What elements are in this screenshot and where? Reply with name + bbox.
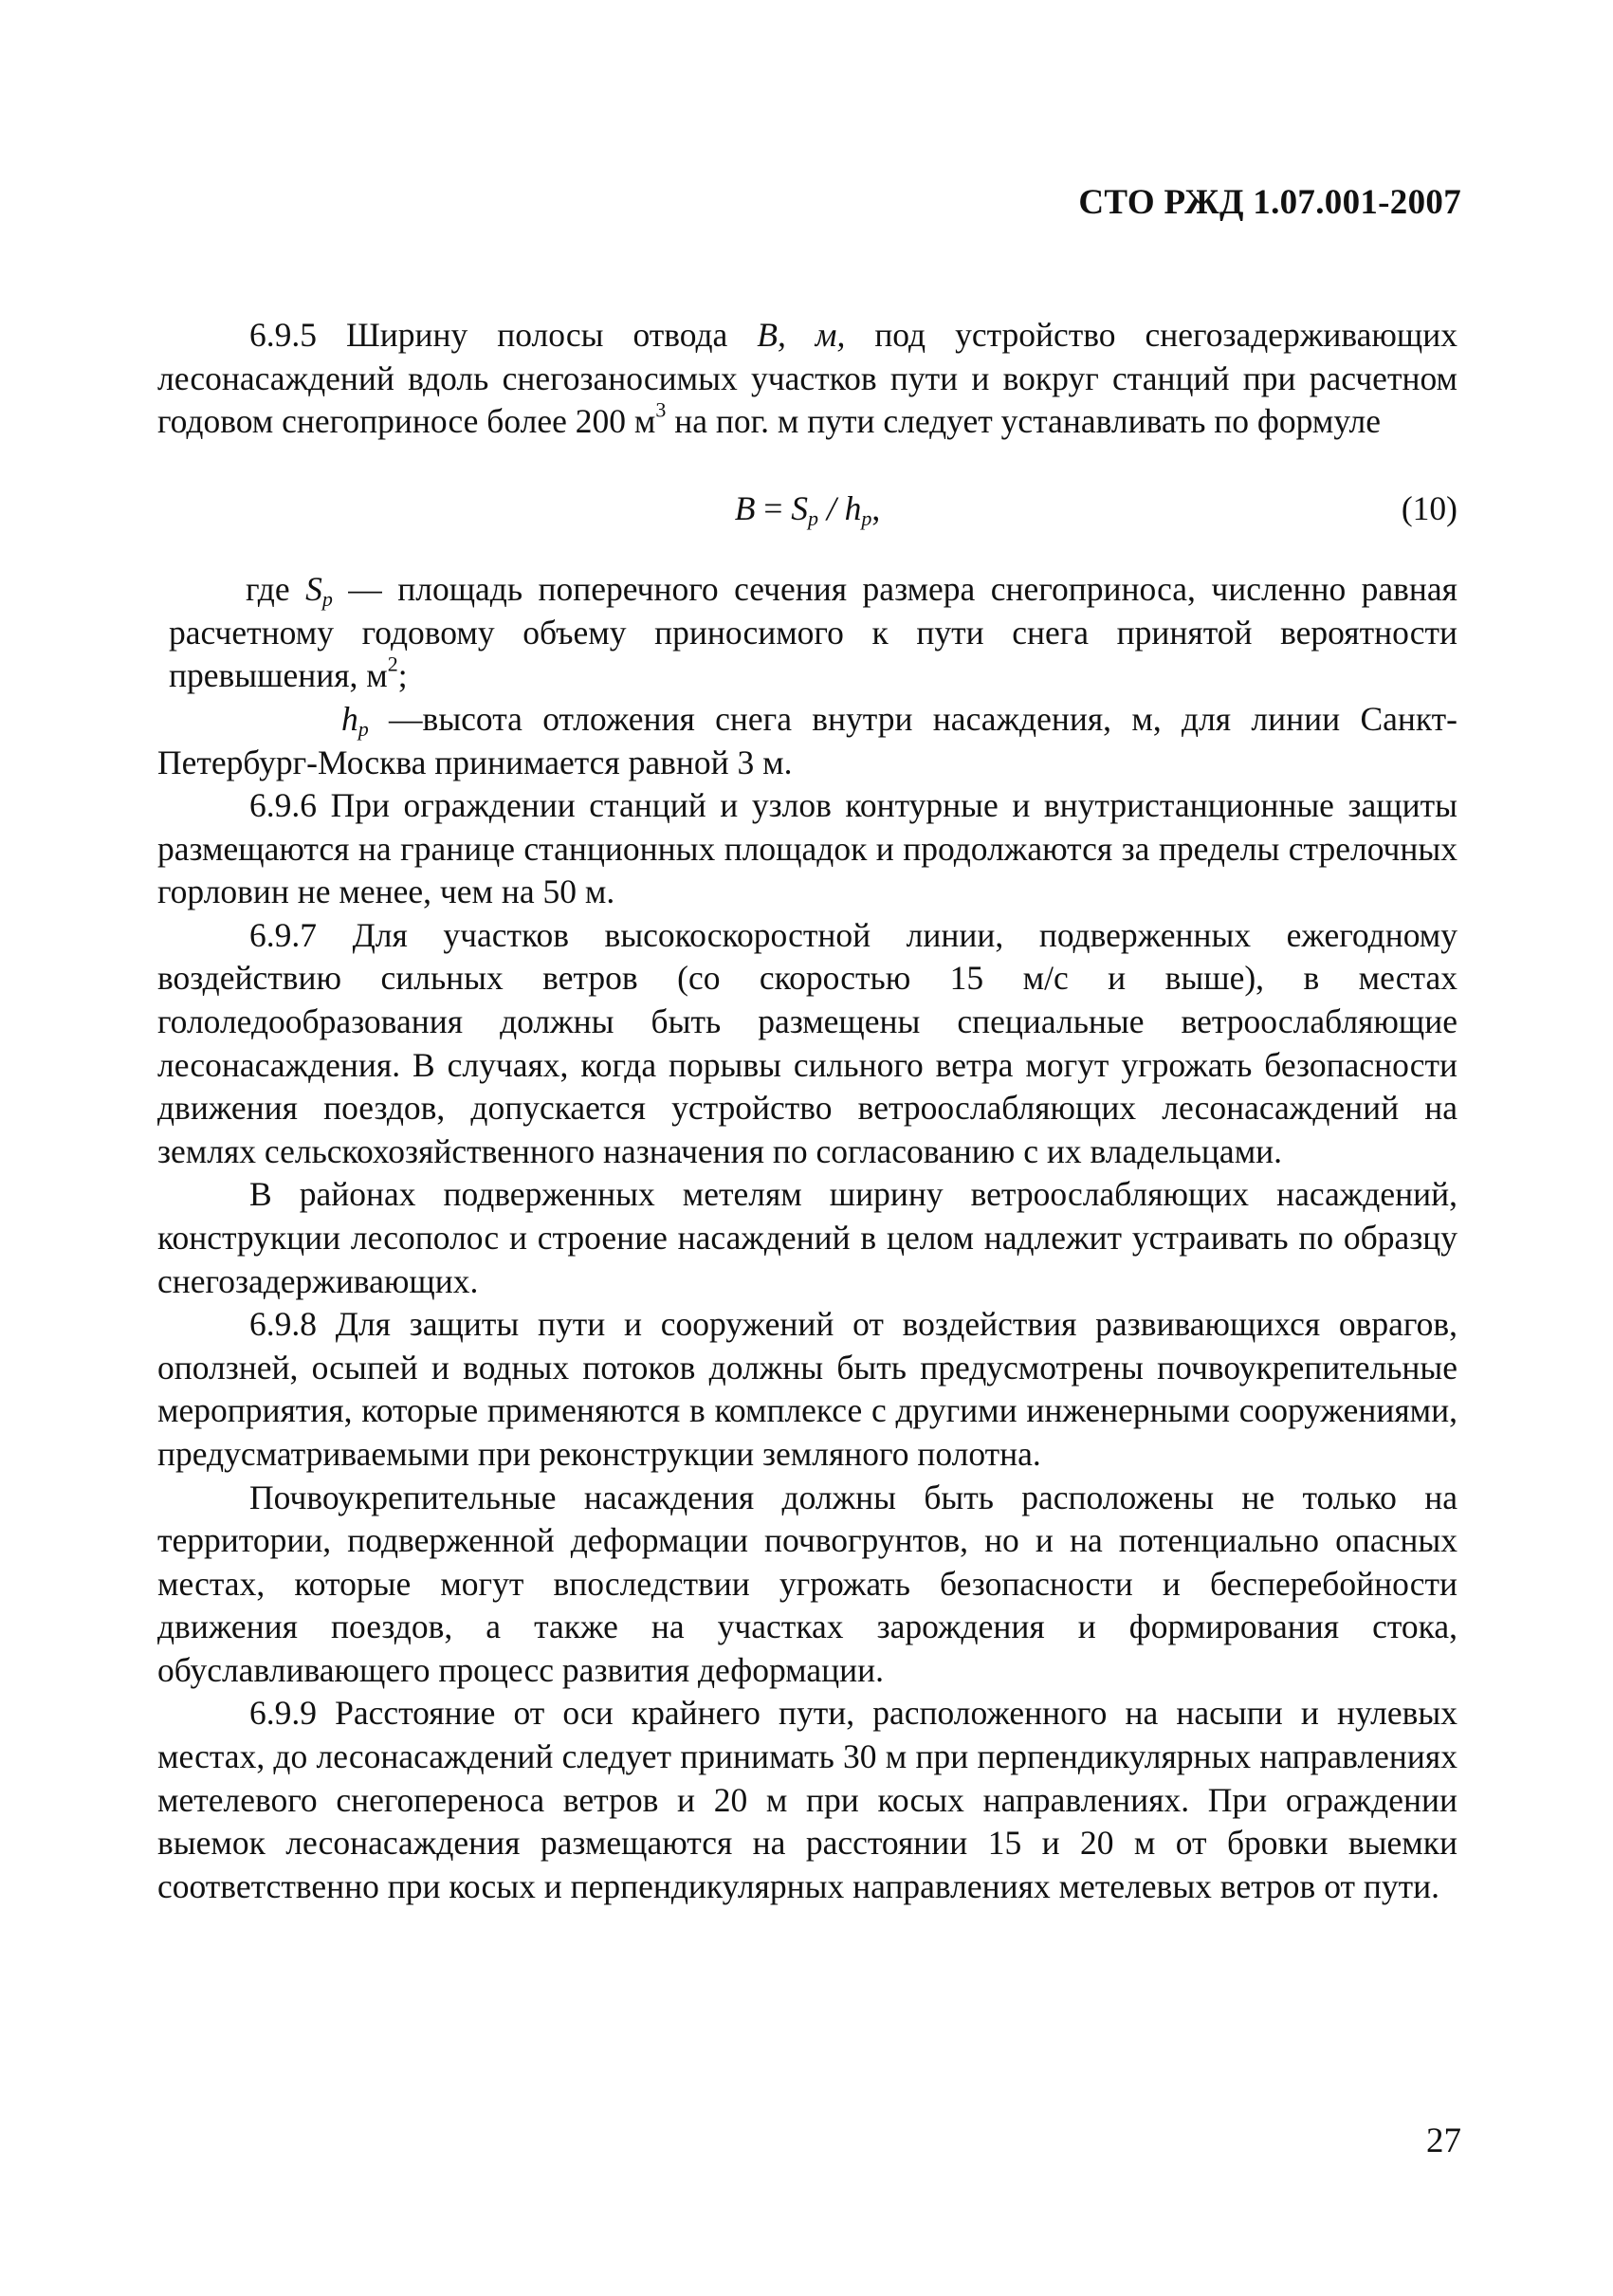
text-6-9-5-c: на пог. м пути следует устанавливать по формуле [666, 402, 1382, 441]
formula-10 [157, 487, 1457, 530]
formula-expression: $B = S_p / h_p$, [734, 489, 881, 531]
section-6-9-5 [157, 314, 1457, 444]
definition-sp: где $S_p$ — площадь поперечного сечения размера снегоприноса, численно равная расчетному годовому объему приносимого к пути снега принятой вероятности превышения, $м^2$; [169, 570, 1457, 695]
document-header: СТО РЖД 1.07.001-2007 [1078, 183, 1461, 222]
definition-hp-block [157, 698, 1457, 784]
paragraph-6-9-8-b: Почвоукрепительные насаждения должны быть расположены не только на территории, подверженной деформации почвогрунтов, но и на потенциально опасных местах, которые могут впоследствии угрожать безопасности и бесперебойности движения поездов, а также на участках зарождения и формирования стока, обуславливающего процесс развития деформации. [157, 1478, 1457, 1689]
paragraph-6-9-7: 6.9.7 Для участков высокоскоростной линии, подверженных ежегодному воздействию сильных ветров (со скоростью 15 м/с и выше), в местах гололедообразования должны быть размещены специальные ветроослабляющие лесонасаждения. В случаях, когда порывы сильного ветра могут угрожать безопасности движения поездов, допускается устройство ветроослабляющих лесонасаждений на землях сельскохозяйственного назначения по согласованию с их владельцами. [157, 915, 1457, 1170]
where-definitions [169, 568, 1457, 698]
paragraph-6-9-6: 6.9.6 При ограждении станций и узлов контурные и внутристанционные защиты размещаются на границе станционных площадок и продолжаются за пределы стрелочных горловин не менее, чем на 50 м. [157, 786, 1457, 911]
page-number: 27 [1426, 2122, 1461, 2160]
text-6-9-5-b: под устройство снегозадерживающих лесонасаждений вдоль снегозаносимых участков пути и вокруг станций при расчетном годовом снегоприносе более 200 м [157, 316, 1457, 441]
text-6-9-5-a: 6.9.5 Ширину полосы отвода [249, 316, 758, 354]
definition-hp: $h_p$ —высота отложения снега внутри насаждения, м, для линии Санкт-Петербург-Москва принимается равной 3 м. [157, 700, 1457, 781]
paragraph-6-9-9: 6.9.9 Расстояние от оси крайнего пути, расположенного на насыпи и нулевых местах, до лесонасаждений следует принимать 30 м при перпендикулярных направлениях метелевого снегопереноса ветров и 20 м при косых направлениях. При ограждении выемок лесонасаждения размещаются на расстоянии 15 и 20 м от бровки выемки соответственно при косых и перпендикулярных направлениях метелевых ветров от пути. [157, 1694, 1457, 1905]
superscript-3: 3 [655, 397, 667, 422]
formula-number: (10) [1401, 489, 1457, 527]
sections-6-9-6-to-6-9-9 [157, 784, 1457, 1908]
paragraph-6-9-8: 6.9.8 Для защиты пути и сооружений от воздействия развивающихся оврагов, оползней, осыпей и водных потоков должны быть предусмотрены почвоукрепительные мероприятия, которые применяются в комплексе с другими инженерными сооружениями, предусматриваемыми при реконструкции земляного полотна. [157, 1305, 1457, 1473]
paragraph-6-9-7-b: В районах подверженных метелям ширину ветроослабляющих насаждений, конструкции лесополос и строение насаждений в целом надлежит устраивать по образцу снегозадерживающих. [157, 1175, 1457, 1300]
var-width: В, м, [757, 316, 846, 354]
paragraph-6-9-5 [157, 314, 1457, 444]
